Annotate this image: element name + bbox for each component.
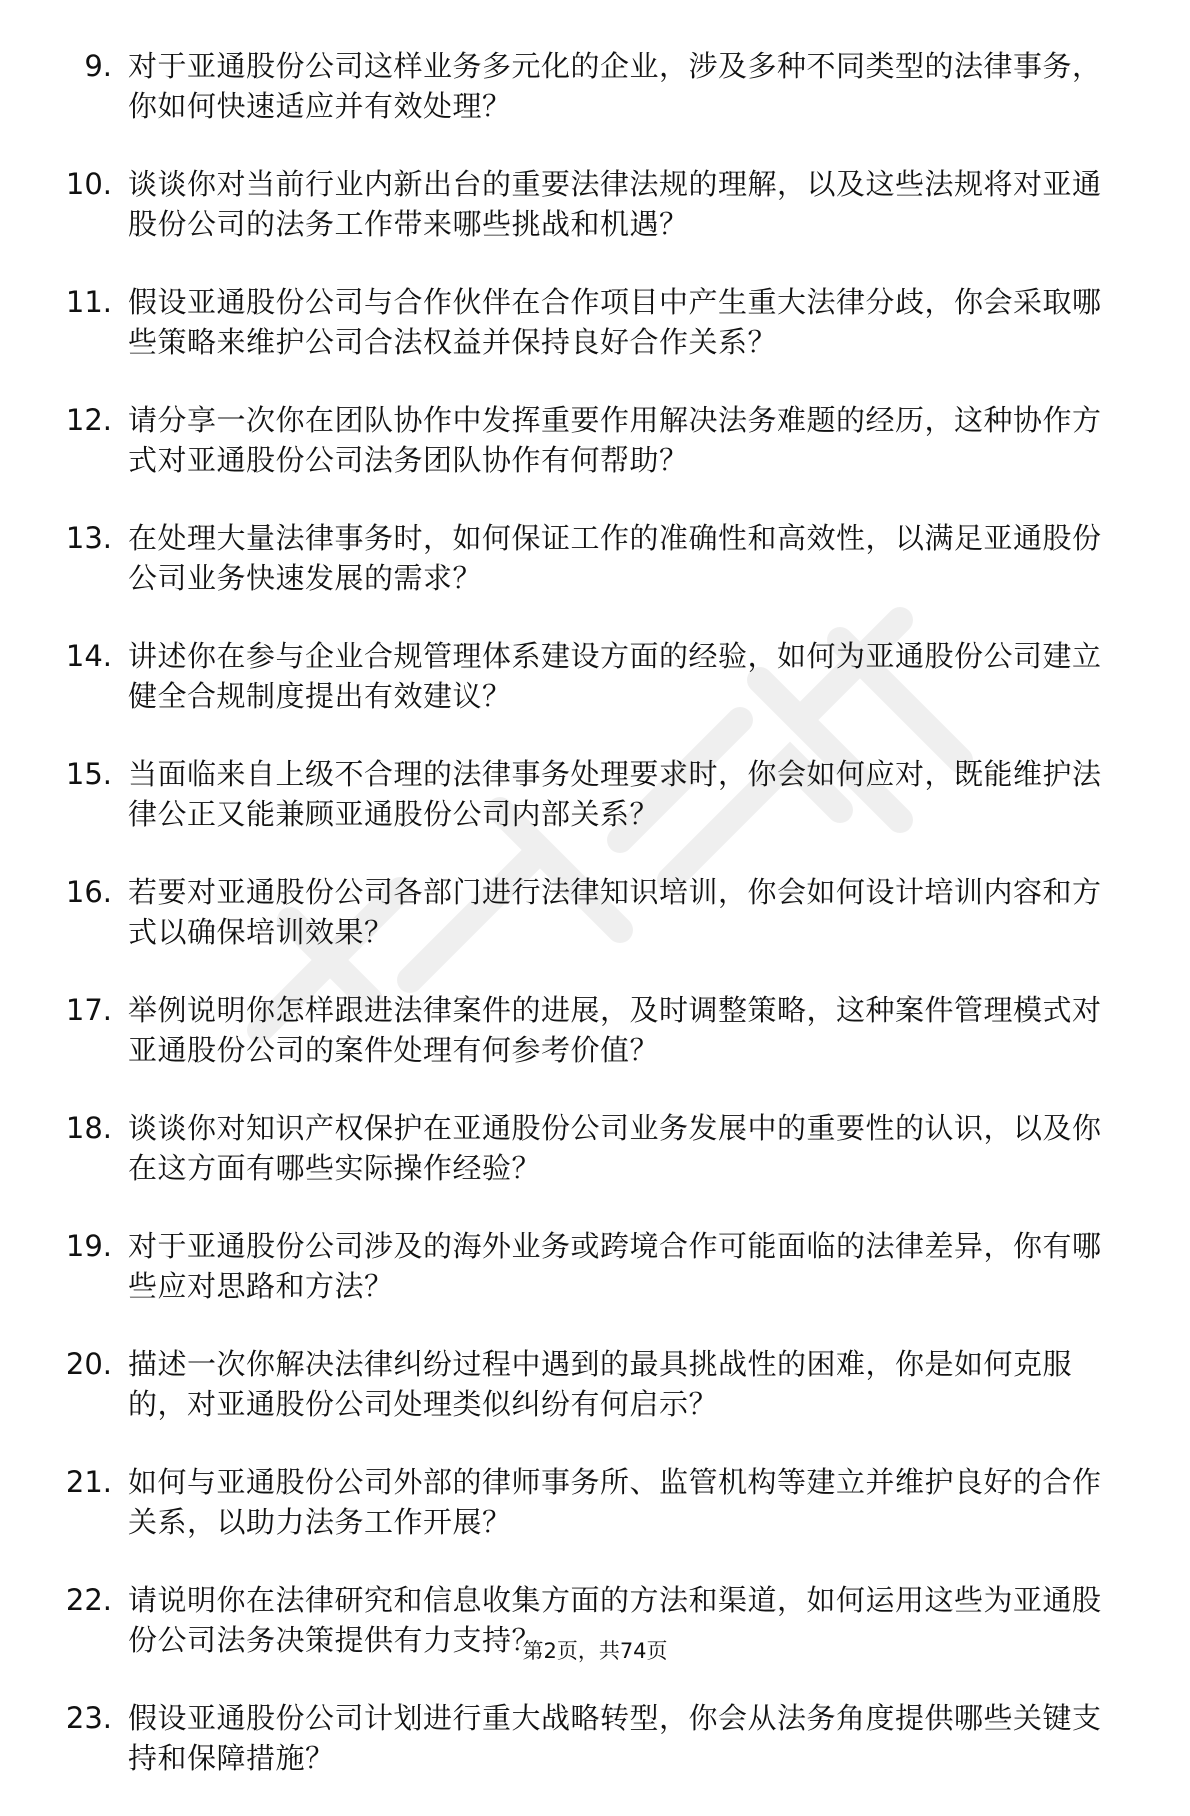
question-number: 11. <box>65 285 112 319</box>
question-text: 描述一次你解决法律纠纷过程中遇到的最具挑战性的困难，你是如何克服的，对亚通股份公司处理类似纠纷有何启示？ <box>128 1347 1073 1421</box>
question-number: 10. <box>65 167 112 201</box>
list-item <box>0 754 1190 835</box>
question-text: 讲述你在参与企业合规管理体系建设方面的经验，如何为亚通股份公司建立健全合规制度提出有效建议？ <box>128 639 1102 713</box>
question-number: 19. <box>65 1229 112 1263</box>
question-number: 17. <box>65 993 112 1027</box>
question-text: 对于亚通股份公司涉及的海外业务或跨境合作可能面临的法律差异，你有哪些应对思路和方法？ <box>128 1229 1102 1303</box>
list-item <box>0 400 1190 481</box>
list-item <box>0 46 1190 127</box>
question-number: 9. <box>84 49 112 83</box>
question-number: 22. <box>65 1583 112 1617</box>
question-text: 如何与亚通股份公司外部的律师事务所、监管机构等建立并维护良好的合作关系，以助力法务工作开展？ <box>128 1465 1102 1539</box>
question-number: 23. <box>65 1701 112 1735</box>
list-item <box>0 282 1190 363</box>
question-text: 在处理大量法律事务时，如何保证工作的准确性和高效性，以满足亚通股份公司业务快速发展的需求？ <box>128 521 1102 595</box>
list-item <box>0 164 1190 245</box>
list-item <box>0 1226 1190 1307</box>
question-number: 20. <box>65 1347 112 1381</box>
question-text: 若要对亚通股份公司各部门进行法律知识培训，你会如何设计培训内容和方式以确保培训效果？ <box>128 875 1102 949</box>
question-text: 请分享一次你在团队协作中发挥重要作用解决法务难题的经历，这种协作方式对亚通股份公司法务团队协作有何帮助？ <box>128 403 1102 477</box>
question-text: 谈谈你对当前行业内新出台的重要法律法规的理解，以及这些法规将对亚通股份公司的法务工作带来哪些挑战和机遇？ <box>128 167 1102 241</box>
list-item <box>0 518 1190 599</box>
question-text: 举例说明你怎样跟进法律案件的进展，及时调整策略，这种案件管理模式对亚通股份公司的案件处理有何参考价值？ <box>128 993 1102 1067</box>
list-item <box>0 1108 1190 1189</box>
question-number: 18. <box>65 1111 112 1145</box>
list-item <box>0 1462 1190 1543</box>
question-list <box>0 46 1190 1816</box>
question-number: 16. <box>65 875 112 909</box>
list-item <box>0 636 1190 717</box>
list-item <box>0 1698 1190 1779</box>
list-item <box>0 990 1190 1071</box>
question-text: 对于亚通股份公司这样业务多元化的企业，涉及多种不同类型的法律事务，你如何快速适应并有效处理？ <box>128 49 1102 123</box>
question-number: 21. <box>65 1465 112 1499</box>
question-number: 12. <box>65 403 112 437</box>
question-text: 谈谈你对知识产权保护在亚通股份公司业务发展中的重要性的认识，以及你在这方面有哪些实际操作经验？ <box>128 1111 1102 1185</box>
page-footer: 第2页，共74页 <box>522 1639 668 1663</box>
question-text: 请说明你在法律研究和信息收集方面的方法和渠道，如何运用这些为亚通股份公司法务决策提供有力支持？ <box>128 1583 1102 1657</box>
question-text: 假设亚通股份公司与合作伙伴在合作项目中产生重大法律分歧，你会采取哪些策略来维护公司合法权益并保持良好合作关系？ <box>128 285 1102 359</box>
question-number: 15. <box>65 757 112 791</box>
question-number: 13. <box>65 521 112 555</box>
list-item <box>0 1344 1190 1425</box>
list-item <box>0 872 1190 953</box>
question-text: 当面临来自上级不合理的法律事务处理要求时，你会如何应对，既能维护法律公正又能兼顾亚通股份公司内部关系？ <box>128 757 1102 831</box>
question-text: 假设亚通股份公司计划进行重大战略转型，你会从法务角度提供哪些关键支持和保障措施？ <box>128 1701 1102 1775</box>
question-number: 14. <box>65 639 112 673</box>
